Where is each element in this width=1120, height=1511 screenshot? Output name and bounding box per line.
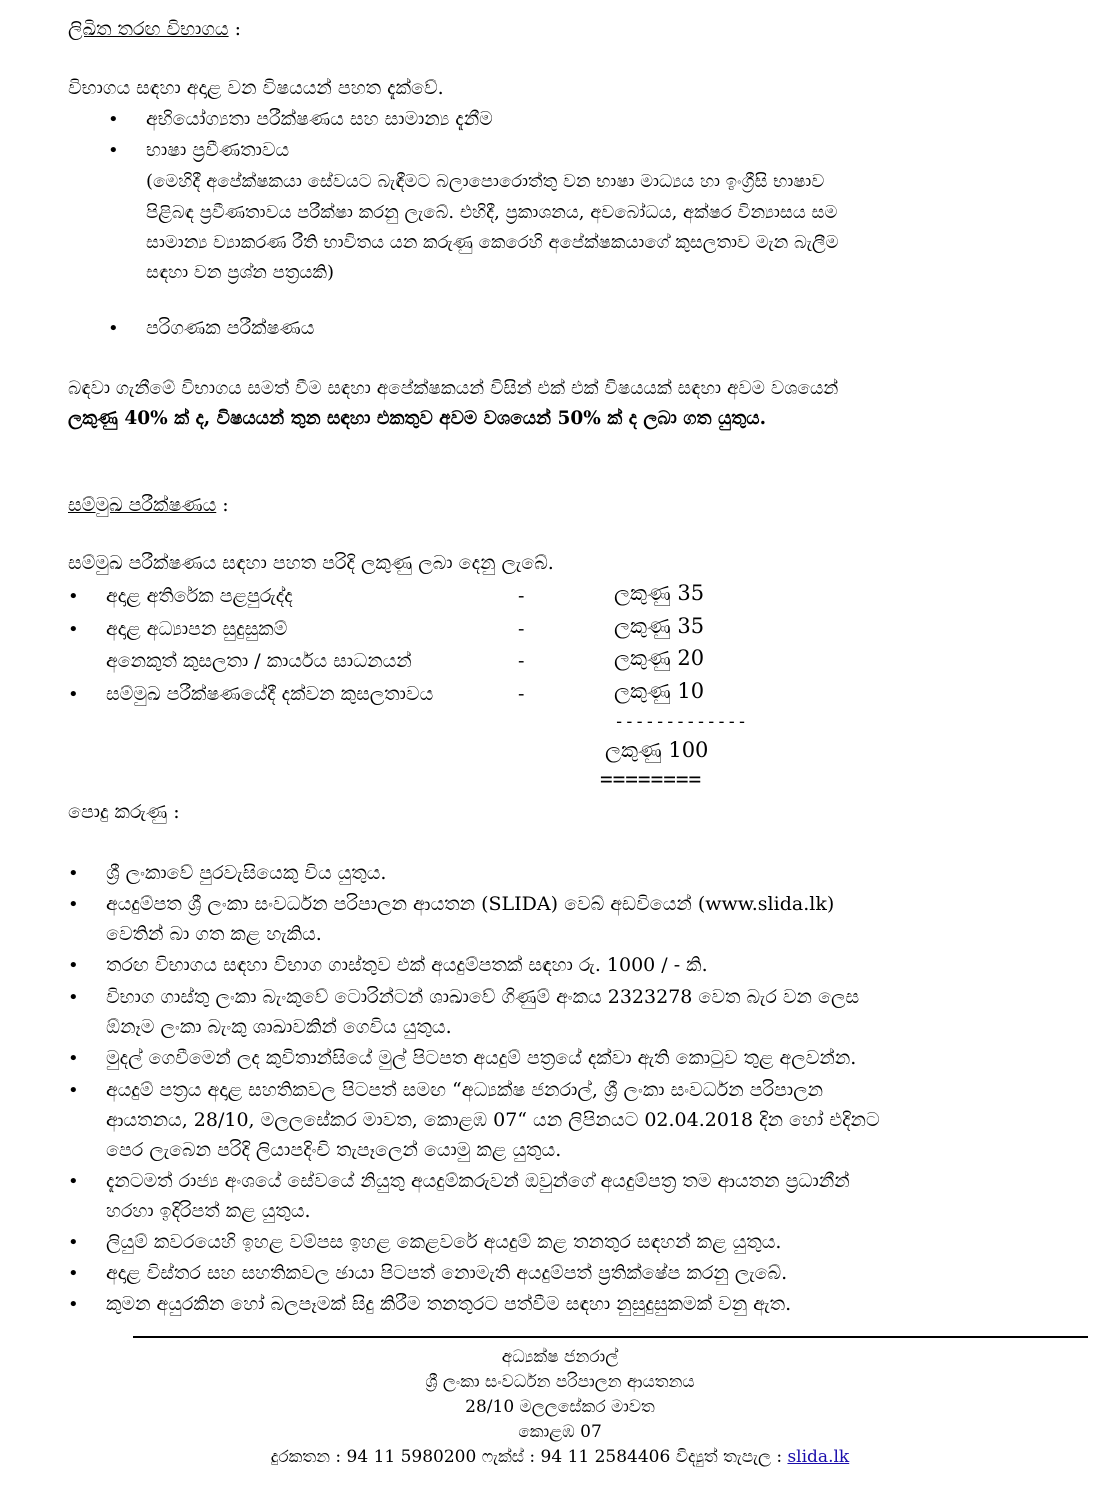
bullet-icon: •: [68, 894, 79, 915]
interview-criterion-label: අදාළ අධ්‍යාපන සුදුසුකම්: [106, 618, 288, 640]
bullet-icon: •: [68, 684, 79, 705]
written-exam-heading-line: [68, 14, 241, 45]
footer-institute: ශ්‍රී ලංකා සංවර්ධන පරිපාලන ආයතනය: [425, 1372, 695, 1392]
general-point: අයදුම්පත ශ්‍රී ලංකා සංවර්ධන පරිපාලන ආයතන (SLIDA) වෙබ් අඩවියෙන් (www.slida.lk): [106, 893, 835, 915]
interview-marks: ලකුණු 35: [614, 581, 705, 605]
footer-title: අධ්‍යක්ෂ ජනරාල්: [501, 1347, 619, 1367]
general-point: ලියුම් කවරයෙහි ඉහළ වම්පස ඉහළ කෙළවරේ අයදුම් කළ තනතුර සඳහන් කළ යුතුය.: [106, 1231, 782, 1253]
written-exam-intro: විභාගය සඳහා අදාළ වන විෂයයන් පහත දැක්වේ.: [68, 77, 444, 99]
written-exam-heading: ලිඛිත තරඟ විභාගය: [68, 18, 229, 40]
subtotal-rule: -------------: [614, 712, 748, 732]
general-point-continued: පෙර ලැබෙන පරිදි ලියාපදිංචි තැපෑලෙන් යොමු කළ යුතුය.: [106, 1139, 562, 1161]
bullet-icon: •: [68, 1294, 79, 1315]
interview-heading-line: [68, 490, 229, 521]
bullet-icon: •: [68, 1232, 79, 1253]
subject-item: භාෂා ප්‍රවීණතාවය: [146, 139, 290, 161]
email-link[interactable]: slida.lk: [787, 1447, 850, 1467]
language-note-line: පිළිබඳ ප්‍රවීණතාවය පරීක්ෂා කරනු ලැබේ. එහිදී, ප්‍රකාශනය, අවබෝධය, අක්ෂර වින්‍යාසය සම: [146, 202, 838, 223]
pass-criteria-line: ලකුණු 40% ක් ද, විෂයයන් තුන සඳහා එකතුව අවම වශයෙන් 50% ක් ද ලබා ගත යුතුය.: [68, 408, 767, 429]
interview-marks: ලකුණු 10: [614, 679, 705, 703]
written-exam-heading-suffix: :: [228, 18, 242, 40]
general-point: ශ්‍රී ලංකාවේ පුරවැසියෙකු විය යුතුය.: [106, 862, 387, 884]
interview-heading-suffix: :: [216, 494, 229, 516]
bullet-icon: •: [68, 1048, 79, 1069]
bullet-icon: •: [68, 1171, 79, 1192]
bullet-icon: •: [68, 586, 79, 607]
interview-intro: සම්මුඛ පරීක්ෂණය සඳහා පහත පරිදි ලකුණු ලබා දෙනු ලැබේ.: [68, 552, 554, 574]
pass-criteria-line: බඳවා ගැනීමේ විභාගය සමත් වීම සඳහා අපේක්ෂකයන් විසින් එක් එක් විෂයයක් සඳහා අවම වශයෙන්: [68, 378, 839, 399]
general-point: අයදුම් පත්‍රය අදාළ සහතිකවල පිටපත් සමඟ “අධ්‍යක්ෂ ජනරාල්, ශ්‍රී ලංකා සංවර්ධන පරිපාලන: [106, 1079, 824, 1101]
footer-contact-text: දුරකතන : 94 11 5980200 ෆැක්ස් : 94 11 2584406 විද්‍යුත් තැපැල :: [270, 1447, 788, 1467]
bullet-icon: •: [68, 619, 79, 640]
general-point-continued: හරහා ඉදිරිපත් කළ යුතුය.: [106, 1200, 311, 1222]
bullet-icon: •: [68, 987, 79, 1008]
footer-divider: [133, 1336, 1088, 1338]
interview-criterion-label: අනෙකුත් කුසලතා / කාර්යය සාධනයන්: [106, 650, 412, 672]
general-point: දැනටමත් රාජ්‍ය අංශයේ සේවයේ නියුතු අයදුම්කරුවන් ඔවුන්ගේ අයදුම්පත්‍ර තම ආයතන ප්‍රධානීන්: [106, 1170, 850, 1192]
language-note-line: සාමාන්‍ය ව්‍යාකරණ රීති භාවිතය යන කරුණු කෙරෙහි අපේක්ෂකයාගේ කුසලතාව මැන බැලීම: [146, 232, 839, 253]
interview-dash: -: [518, 618, 525, 640]
interview-criterion-label: අදාළ අතිරේක පළපුරුද්ද: [106, 585, 293, 607]
footer-city: කොළඹ 07: [518, 1422, 602, 1442]
interview-criterion-label: සම්මුඛ පරීක්ෂණයේදී දක්වන කුසලතාවය: [106, 683, 434, 705]
bullet-icon: •: [68, 1263, 79, 1284]
interview-heading: සම්මුඛ පරීක්ෂණය: [68, 494, 217, 516]
general-point: තරඟ විභාගය සඳහා විභාග ගාස්තුව එක් අයදුම්පතක් සඳහා රු. 1000 / - කි.: [106, 954, 708, 976]
interview-total: ලකුණු 100: [605, 738, 709, 762]
subject-item: අභියෝග්‍යතා පරීක්ෂණය සහ සාමාන්‍ය දැනීම: [146, 108, 493, 130]
interview-dash: -: [518, 683, 525, 705]
general-point: කුමන අයුරකින හෝ බලපෑමක් සිදු කිරීම තනතුරට පත්වීම සඳහා නුසුදුසුකමක් වනු ඇත.: [106, 1293, 792, 1315]
general-point-continued: ආයතනය, 28/10, මලලසේකර මාවත, කොළඹ 07“ යන ලිපිනයට 02.04.2018 දින හෝ එදිනට: [106, 1109, 880, 1131]
interview-dash: -: [518, 650, 525, 672]
general-point: විභාග ගාස්තු ලංකා බැංකුවේ ටොරින්ටන් ශාඛාවේ ගිණුම් අංකය 2323278 වෙත බැර වන ලෙස: [106, 986, 860, 1008]
general-point: මුදල් ගෙවීමෙන් ලද කුවිතාන්සියේ මුල් පිටපත අයදුම් පත්‍රයේ දක්වා ඇති කොටුව තුළ අලවන්න.: [106, 1047, 857, 1069]
bullet-icon: •: [108, 318, 119, 339]
language-note-line: සඳහා වන ප්‍රශ්න පත්‍රයකි): [146, 262, 334, 283]
interview-marks: ලකුණු 35: [614, 614, 705, 638]
bullet-icon: •: [108, 140, 119, 161]
total-double-rule: ========: [600, 767, 702, 791]
language-note-line: (මෙහිදී අපේක්ෂකයා සේවයට බැඳීමට බලාපොරොත්තු වන භාෂා මාධ්‍යය හා ඉංග්‍රීසි භාෂාව: [146, 171, 825, 192]
general-heading: පොදු කරුණු :: [68, 801, 180, 823]
general-point-continued: වෙතින් බා ගත කළ හැකිය.: [106, 923, 322, 945]
bullet-icon: •: [68, 955, 79, 976]
footer-street: 28/10 මලලසේකර මාවත: [465, 1397, 655, 1417]
interview-marks: ලකුණු 20: [614, 646, 705, 670]
footer-contact: [0, 1442, 1120, 1473]
bullet-icon: •: [68, 863, 79, 884]
bullet-icon: •: [68, 1080, 79, 1101]
general-point: අදාළ විස්තර සහ සහතිකවල ඡායා පිටපත් නොමැති අයදුම්පත් ප්‍රතික්ෂේප කරනු ලැබේ.: [106, 1262, 788, 1284]
bullet-icon: •: [108, 109, 119, 130]
general-point-continued: ඕනෑම ලංකා බැංකු ශාඛාවකින් ගෙවිය යුතුය.: [106, 1016, 452, 1038]
subject-item: පරිගණක පරීක්ෂණය: [146, 317, 315, 339]
interview-dash: -: [518, 585, 525, 607]
